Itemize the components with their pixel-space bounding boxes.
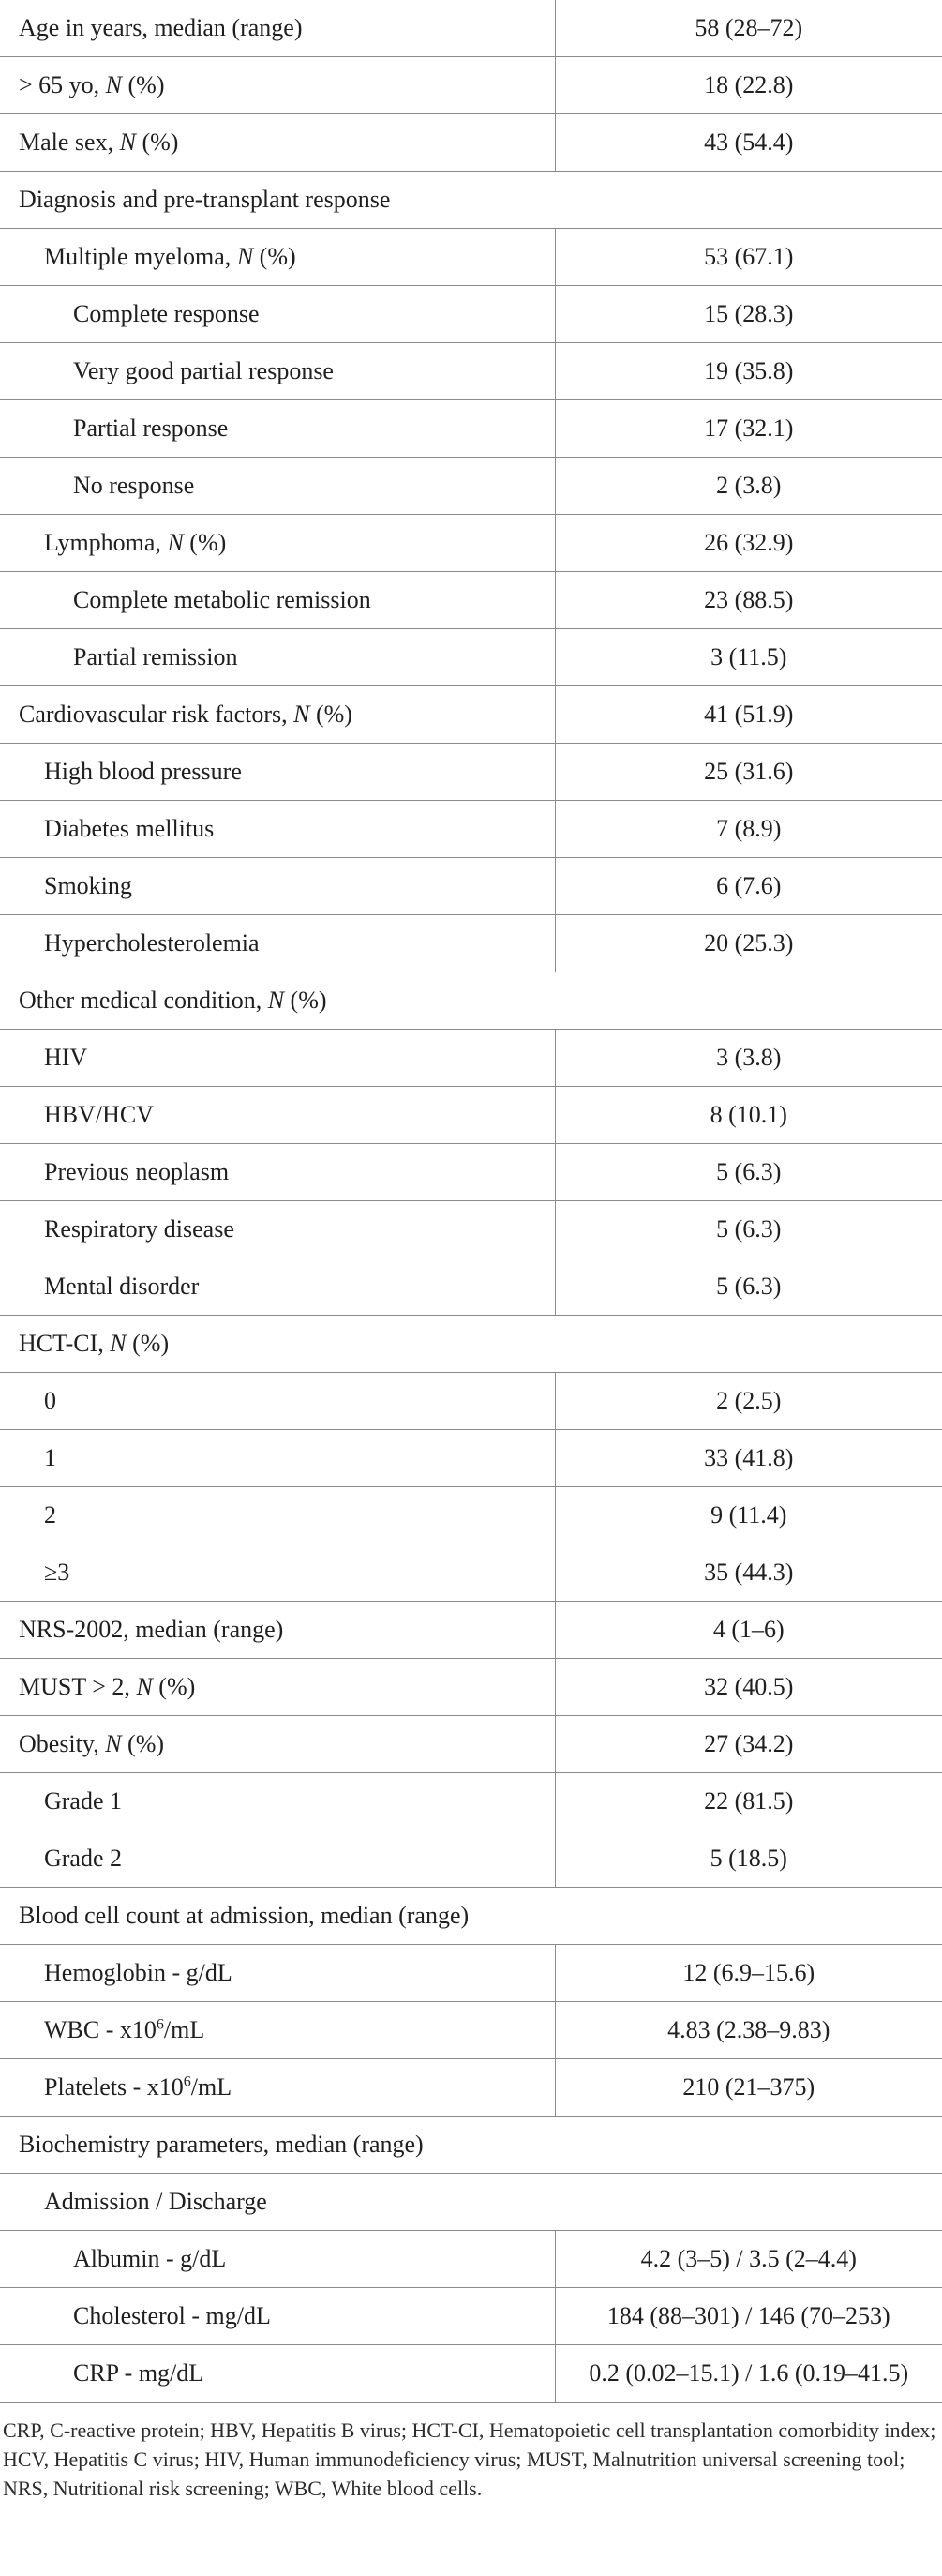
row-label-n: N [136, 1673, 153, 1700]
row-value: 25 (31.6) [555, 744, 942, 801]
table-row [0, 1487, 942, 1544]
row-label-cell [0, 57, 555, 114]
row-label: Partial remission [73, 643, 238, 670]
row-label: ≥3 [44, 1559, 70, 1586]
table-row [0, 686, 942, 744]
row-value: 53 (67.1) [555, 229, 942, 286]
row-label-cell [0, 114, 555, 172]
row-label-cell [0, 1201, 555, 1258]
row-label: High blood pressure [44, 758, 242, 785]
row-label: MUST > 2, [19, 1673, 137, 1700]
row-value: 33 (41.8) [555, 1430, 942, 1487]
row-label: NRS-2002, median (range) [19, 1616, 284, 1643]
row-label-cell [0, 2345, 555, 2403]
row-label-cell [0, 1716, 555, 1773]
row-label-cell [0, 1430, 555, 1487]
row-label: 1 [44, 1444, 56, 1471]
row-value: 4.2 (3–5) / 3.5 (2–4.4) [555, 2231, 942, 2288]
row-label: Mental disorder [44, 1273, 200, 1300]
row-label-suffix: (%) [122, 71, 165, 98]
table-row [0, 1544, 942, 1602]
row-label-cell [0, 2059, 555, 2117]
row-label-cell [0, 2288, 555, 2345]
table-row [0, 1830, 942, 1888]
table-row [0, 229, 942, 286]
row-label-cell [0, 172, 942, 229]
row-label: Complete metabolic remission [73, 586, 371, 613]
row-label: Smoking [44, 872, 132, 899]
row-label-suffix: /mL [163, 2016, 205, 2043]
row-label: Platelets - x10 [44, 2073, 184, 2101]
table-row [0, 57, 942, 114]
row-label: Cardiovascular risk factors, [19, 700, 294, 728]
row-label-n: N [110, 1330, 127, 1357]
row-value: 4.83 (2.38–9.83) [555, 2002, 942, 2059]
row-label-cell [0, 1087, 555, 1144]
row-value: 7 (8.9) [555, 801, 942, 858]
table-row [0, 343, 942, 400]
row-label-suffix: (%) [152, 1673, 196, 1700]
row-label-cell [0, 1888, 942, 1945]
row-value: 17 (32.1) [555, 400, 942, 458]
row-label: Age in years, median (range) [19, 14, 303, 41]
row-value: 32 (40.5) [555, 1659, 942, 1716]
row-value: 9 (11.4) [555, 1487, 942, 1544]
row-label-cell [0, 2231, 555, 2288]
row-label: Albumin - g/dL [73, 2245, 227, 2272]
row-label-suffix: (%) [126, 1330, 170, 1357]
row-value: 20 (25.3) [555, 915, 942, 972]
table-row [0, 1201, 942, 1258]
row-value: 26 (32.9) [555, 515, 942, 572]
row-label: Blood cell count at admission, median (range) [19, 1902, 470, 1929]
table-row [0, 629, 942, 686]
table-row [0, 1316, 942, 1373]
row-label-cell [0, 801, 555, 858]
row-label-superscript: 6 [183, 2073, 191, 2090]
row-label-cell [0, 1945, 555, 2002]
row-label-suffix: /mL [190, 2073, 232, 2101]
row-label: Cholesterol - mg/dL [73, 2302, 271, 2329]
table-row [0, 858, 942, 915]
row-label: Lymphoma, [44, 529, 168, 556]
row-label-cell [0, 2117, 942, 2174]
row-label-cell [0, 858, 555, 915]
row-label: Other medical condition, [19, 987, 268, 1014]
row-label-suffix: (%) [183, 529, 227, 556]
table-row [0, 2002, 942, 2059]
row-label: Multiple myeloma, [44, 243, 237, 270]
row-label-cell [0, 1316, 942, 1373]
row-label: Diagnosis and pre-transplant response [19, 186, 391, 213]
table-row [0, 801, 942, 858]
row-value: 0.2 (0.02–15.1) / 1.6 (0.19–41.5) [555, 2345, 942, 2403]
row-label: No response [73, 472, 195, 499]
row-value: 22 (81.5) [555, 1773, 942, 1830]
row-label-cell [0, 343, 555, 400]
table-row [0, 1087, 942, 1144]
row-label: > 65 yo, [19, 71, 106, 98]
row-label: 2 [44, 1501, 56, 1529]
row-label: 0 [44, 1387, 56, 1414]
row-label-cell [0, 1544, 555, 1602]
table-row [0, 1030, 942, 1087]
row-value: 19 (35.8) [555, 343, 942, 400]
row-label-cell [0, 2002, 555, 2059]
row-value: 210 (21–375) [555, 2059, 942, 2117]
table-row [0, 2231, 942, 2288]
row-label-cell [0, 229, 555, 286]
row-label: WBC - x10 [44, 2016, 157, 2043]
row-value: 5 (6.3) [555, 1258, 942, 1316]
row-label-cell [0, 1602, 555, 1659]
row-value: 3 (3.8) [555, 1030, 942, 1087]
row-label: HBV/HCV [44, 1101, 155, 1128]
row-label-cell [0, 1659, 555, 1716]
row-label: Admission / Discharge [44, 2188, 267, 2215]
row-label-n: N [267, 987, 285, 1014]
table-row [0, 1716, 942, 1773]
row-label-cell [0, 400, 555, 458]
row-value: 27 (34.2) [555, 1716, 942, 1773]
row-label: Previous neoplasm [44, 1158, 230, 1185]
table-footnote: CRP, C-reactive protein; HBV, Hepatitis B virus; HCT-CI, Hematopoietic cell transplantation comorbidity index; HCV, Hepatitis C virus; HIV, Human immunodeficiency virus; MUST, Malnutrition universal screening tool; NRS, Nutritional risk screening; WBC, White blood cells. [3, 2418, 936, 2500]
row-label-n: N [105, 1730, 122, 1757]
row-label: Complete response [73, 300, 260, 327]
row-value: 5 (6.3) [555, 1201, 942, 1258]
row-label: Hypercholesterolemia [44, 929, 260, 957]
table-row [0, 172, 942, 229]
row-label: CRP - mg/dL [73, 2359, 204, 2387]
row-label-cell [0, 744, 555, 801]
row-label-n: N [105, 71, 123, 98]
row-value: 8 (10.1) [555, 1087, 942, 1144]
row-label-suffix: (%) [121, 1730, 165, 1757]
table-row [0, 1430, 942, 1487]
row-label-cell [0, 686, 555, 744]
row-label: HCT-CI, [19, 1330, 111, 1357]
row-label: Hemoglobin - g/dL [44, 1959, 232, 1986]
table-row [0, 2288, 942, 2345]
row-label-n: N [293, 700, 310, 728]
row-value: 2 (2.5) [555, 1373, 942, 1430]
row-label-cell [0, 915, 555, 972]
table-row [0, 1888, 942, 1945]
row-value: 23 (88.5) [555, 572, 942, 629]
row-value: 41 (51.9) [555, 686, 942, 744]
row-label: Obesity, [19, 1730, 106, 1757]
row-label-suffix: (%) [284, 987, 327, 1014]
row-value: 3 (11.5) [555, 629, 942, 686]
row-label: Male sex, [19, 128, 120, 156]
row-label-cell [0, 515, 555, 572]
row-value: 4 (1–6) [555, 1602, 942, 1659]
table-row [0, 515, 942, 572]
row-label: Very good partial response [73, 357, 334, 384]
row-label-n: N [119, 128, 136, 156]
row-label-suffix: (%) [135, 128, 179, 156]
table-row [0, 286, 942, 343]
table-row [0, 2059, 942, 2117]
row-value: 18 (22.8) [555, 57, 942, 114]
table-row [0, 572, 942, 629]
table-row [0, 972, 942, 1030]
row-label-cell [0, 0, 555, 57]
row-value: 5 (18.5) [555, 1830, 942, 1888]
row-value: 58 (28–72) [555, 0, 942, 57]
row-label-cell [0, 629, 555, 686]
row-label: Partial response [73, 414, 229, 442]
row-label-cell [0, 1773, 555, 1830]
table-row [0, 1602, 942, 1659]
row-label-cell [0, 1830, 555, 1888]
row-label-suffix: (%) [309, 700, 352, 728]
row-label-cell [0, 572, 555, 629]
row-label-cell [0, 1144, 555, 1201]
row-label-cell [0, 1030, 555, 1087]
row-value: 6 (7.6) [555, 858, 942, 915]
table-row [0, 400, 942, 458]
table-row [0, 114, 942, 172]
row-label-superscript: 6 [156, 2016, 164, 2033]
table-row [0, 1373, 942, 1430]
row-value: 2 (3.8) [555, 458, 942, 515]
table-row [0, 2117, 942, 2174]
table-row [0, 1144, 942, 1201]
table-row [0, 0, 942, 57]
table-row [0, 458, 942, 515]
row-value: 35 (44.3) [555, 1544, 942, 1602]
row-label: Biochemistry parameters, median (range) [19, 2131, 424, 2158]
table-row [0, 744, 942, 801]
row-label-cell [0, 286, 555, 343]
row-label-cell [0, 1373, 555, 1430]
table-row [0, 1258, 942, 1316]
table-row [0, 1945, 942, 2002]
row-label: HIV [44, 1044, 88, 1071]
row-value: 15 (28.3) [555, 286, 942, 343]
table-row [0, 2345, 942, 2403]
row-label: Grade 2 [44, 1845, 123, 1872]
table-row [0, 915, 942, 972]
row-label: Diabetes mellitus [44, 815, 215, 842]
row-label: Respiratory disease [44, 1215, 234, 1243]
row-label: Grade 1 [44, 1787, 123, 1815]
table-row [0, 1659, 942, 1716]
row-value: 184 (88–301) / 146 (70–253) [555, 2288, 942, 2345]
row-label-n: N [167, 529, 184, 556]
row-label-cell [0, 1258, 555, 1316]
row-value: 43 (54.4) [555, 114, 942, 172]
table-row [0, 1773, 942, 1830]
row-label-cell [0, 458, 555, 515]
row-value: 5 (6.3) [555, 1144, 942, 1201]
table-row [0, 2174, 942, 2231]
row-label-cell [0, 1487, 555, 1544]
row-label-cell [0, 972, 942, 1030]
row-label-cell [0, 2174, 942, 2231]
row-value: 12 (6.9–15.6) [555, 1945, 942, 2002]
row-label-suffix: (%) [253, 243, 296, 270]
row-label-n: N [236, 243, 254, 270]
